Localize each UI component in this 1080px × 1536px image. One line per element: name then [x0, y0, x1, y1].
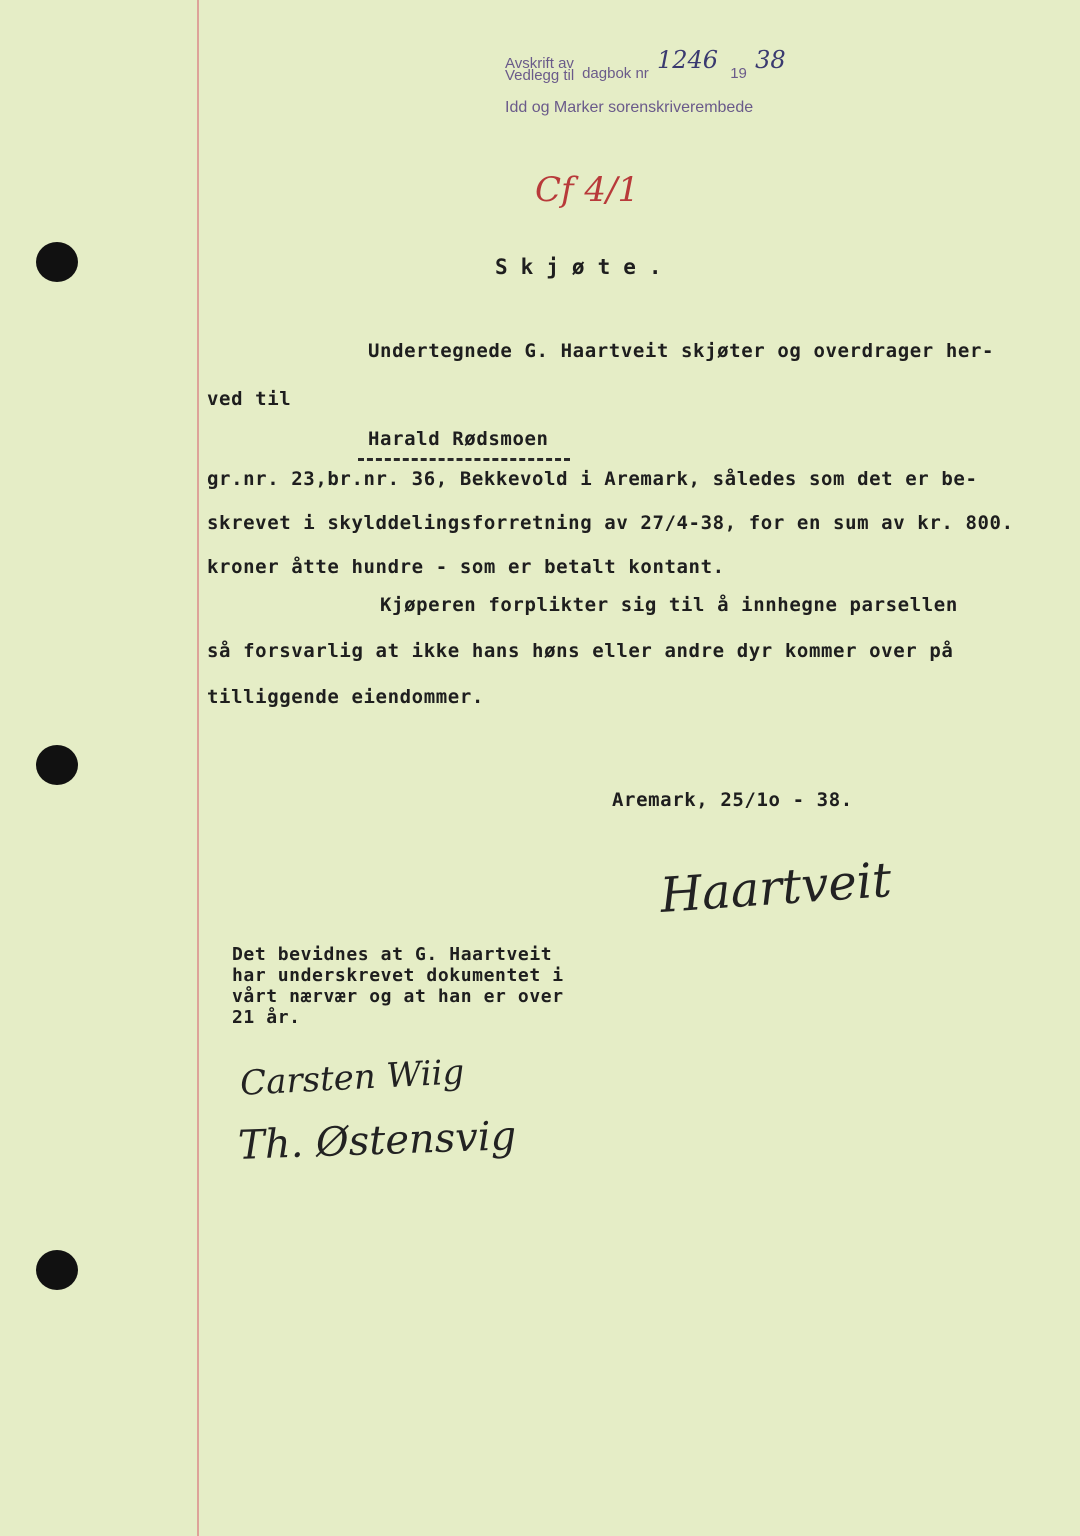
witness-signature-1: Carsten Wiig [239, 1052, 466, 1104]
body-line-5: kroner åtte hundre - som er betalt kontant. [207, 556, 725, 578]
witness-line-2: har underskrevet dokumentet i [232, 965, 564, 986]
stamp-avskrift: Avskrift av [505, 55, 574, 72]
witness-line-4: 21 år. [232, 1007, 301, 1028]
registry-stamp [505, 46, 786, 118]
place-date: Aremark, 25/1o - 38. [612, 789, 853, 811]
stamp-dagbok-number: 1246 [656, 46, 719, 74]
body-line-4: skrevet i skylddelingsforretning av 27/4-38, for en sum av kr. 800. [207, 512, 1014, 534]
stamp-year-prefix: 19 [730, 65, 747, 82]
body-line-3: gr.nr. 23,br.nr. 36, Bekkevold i Aremark, således som det er be- [207, 468, 978, 490]
witness-signature-2: Th. Østensvig [237, 1113, 517, 1169]
body-line-2: ved til [207, 388, 292, 410]
body-line-1: Undertegnede G. Haartveit skjøter og overdrager her- [368, 340, 995, 362]
witness-line-1: Det bevidnes at G. Haartveit [232, 944, 553, 965]
punch-hole [36, 1250, 78, 1290]
margin-line [197, 0, 199, 1536]
buyer-name-underline [358, 458, 570, 461]
witness-line-3: vårt nærvær og at han er over [232, 986, 564, 1007]
seller-signature: Haartveit [658, 851, 894, 925]
buyer-name: Harald Rødsmoen [368, 428, 549, 450]
body-line-6: Kjøperen forplikter sig til å innhegne parsellen [380, 594, 958, 616]
punch-hole [36, 745, 78, 785]
stamp-dagbok-label: dagbok nr [582, 65, 649, 82]
stamp-office: Idd og Marker sorenskriverembede [505, 99, 754, 116]
punch-hole [36, 242, 78, 282]
stamp-year: 38 [755, 46, 786, 74]
document-title: Skjøte. [495, 255, 675, 279]
body-line-7: så forsvarlig at ikke hans høns eller andre dyr kommer over på [207, 640, 954, 662]
body-line-8: tilliggende eiendommer. [207, 686, 484, 708]
handwritten-mark: Cf 4/1 [535, 170, 640, 210]
stamp-line-2: Vedlegg til [505, 67, 575, 84]
